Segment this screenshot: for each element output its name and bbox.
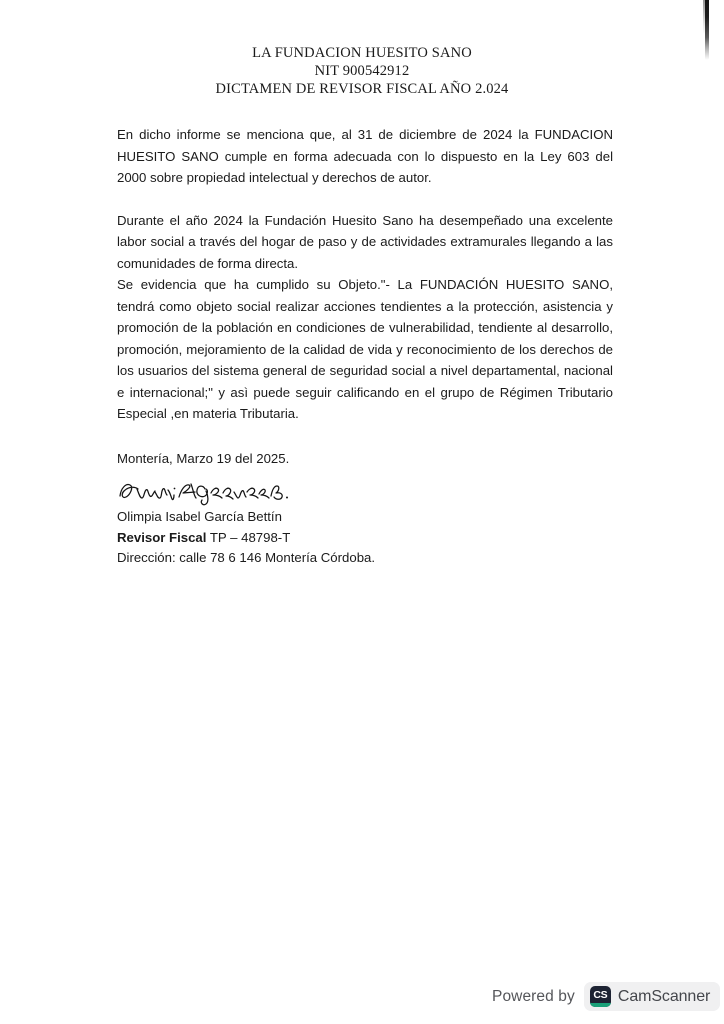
signer-role-label: Revisor Fiscal	[117, 529, 207, 545]
document-header	[0, 44, 724, 98]
signer-address: Dirección: calle 78 6 146 Montería Córdoba.	[117, 550, 376, 565]
powered-by-label: Powered by	[492, 987, 575, 1005]
signer-role-detail: TP – 48798-T	[206, 529, 291, 545]
header-nit: NIT 900542912	[314, 63, 410, 79]
camscanner-logo-text: CS	[593, 988, 608, 1001]
header-document-title: DICTAMEN DE REVISOR FISCAL AÑO 2.024	[215, 81, 509, 97]
signer-role-line	[117, 528, 537, 549]
signer-name: Olimpia Isabel García Bettín	[117, 509, 282, 524]
handwritten-signature-icon	[117, 480, 302, 506]
place-and-date: Montería, Marzo 19 del 2025.	[117, 451, 290, 466]
paragraph-intellectual-property: En dicho informe se menciona que, al 31 de diciembre de 2024 la FUNDACION HUESITO SANO cumple en forma adecuada con lo dispuesto en la Ley 603 del 2000 sobre propiedad intelectual y derechos de autor.	[117, 127, 613, 185]
paragraph-object-compliance: Se evidencia que ha cumplido su Objeto."- La FUNDACIÓN HUESITO SANO, tendrá como objeto social realizar acciones tendientes a la protección, asistencia y promoción de la población en condiciones de vulnerabilidad, tendiente al desarrollo, promoción, mejoramiento de la calidad de vida y reconocimiento de los derechos de los usuarios del sistema general de seguridad social a nivel departamental, nacional e internacional;" y asì puede seguir calificando en el grupo de Régimen Tributario Especial ,en materia Tributaria.	[117, 277, 613, 421]
signature-block	[117, 480, 537, 569]
document-body	[117, 124, 613, 425]
camscanner-logo-icon	[590, 986, 611, 1007]
camscanner-watermark	[492, 982, 720, 1011]
camscanner-badge	[584, 982, 720, 1011]
paragraph-social-work: Durante el año 2024 la Fundación Huesito Sano ha desempeñado una excelente labor social a través del hogar de paso y de actividades extramurales llegando a las comunidades de forma directa.	[117, 212, 613, 271]
header-organization-name: LA FUNDACION HUESITO SANO	[252, 45, 472, 61]
camscanner-logo-accent-bar	[590, 1003, 611, 1007]
camscanner-brand-name: CamScanner	[617, 987, 711, 1005]
